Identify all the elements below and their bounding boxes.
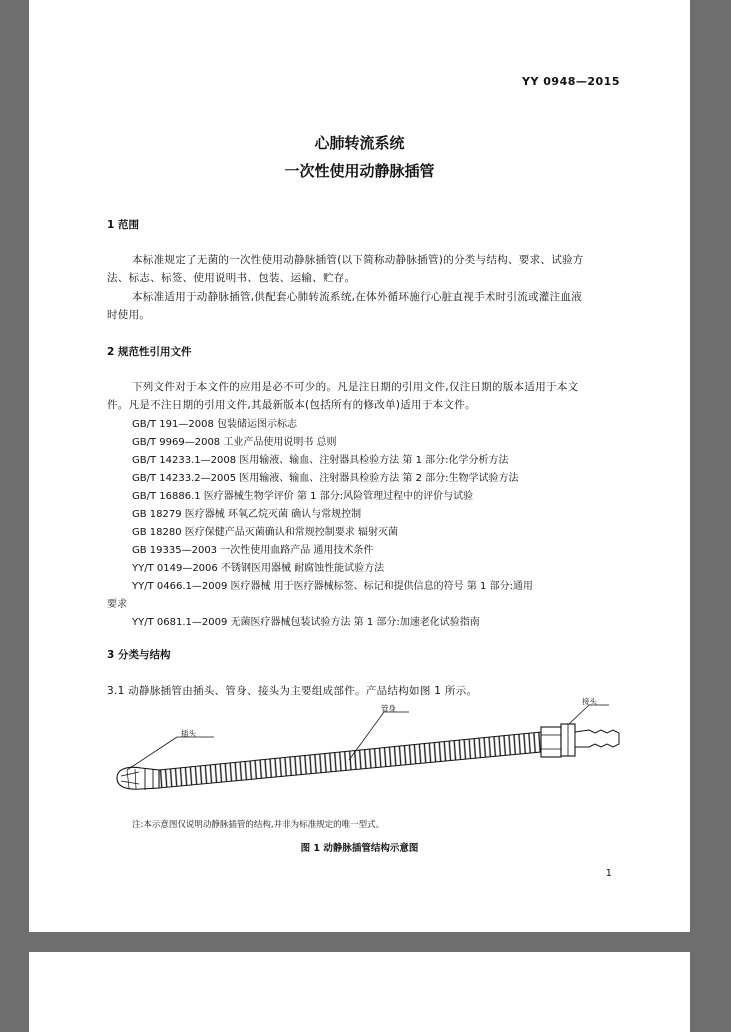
section-3-heading: 3 分类与结构 [107, 649, 171, 661]
figure-note: 注:本示意图仅说明动静脉插管的结构,并非为标准规定的唯一型式。 [132, 820, 385, 830]
section-2-intro-line2: 件。凡是不注日期的引用文件,其最新版本(包括所有的修改单)适用于本文件。 [107, 399, 476, 411]
title-line-1: 心肺转流系统 [314, 134, 405, 152]
reference-item: YY/T 0149—2006 不锈钢医用器械 耐腐蚀性能试验方法 [132, 563, 385, 574]
reference-item: GB/T 16886.1 医疗器械生物学评价 第 1 部分:风险管理过程中的评价与试验 [132, 491, 474, 502]
reference-item: GB 18280 医疗保健产品灭菌确认和常规控制要求 辐射灭菌 [132, 527, 398, 538]
reference-item: GB/T 14233.2—2005 医用输液、输血、注射器具检验方法 第 2 部分:生物学试验方法 [132, 473, 519, 484]
reference-item-continuation: 要求 [107, 599, 127, 610]
reference-item: YY/T 0681.1—2009 无菌医疗器械包装试验方法 第 1 部分:加速老化试验指南 [132, 617, 480, 628]
reference-item: GB 18279 医疗器械 环氧乙烷灭菌 确认与常规控制 [132, 509, 362, 520]
label-tip: 插头 [181, 729, 196, 738]
reference-item: GB/T 9969—2008 工业产品使用说明书 总则 [132, 437, 337, 448]
reference-item: GB/T 191—2008 包装储运图示标志 [132, 419, 297, 430]
standard-number: YY 0948—2015 [522, 75, 620, 88]
label-connector: 接头 [582, 697, 597, 706]
reference-item: GB/T 14233.1—2008 医用输液、输血、注射器具检验方法 第 1 部分:化学分析方法 [132, 455, 509, 466]
connector-clamp-shape [541, 727, 561, 757]
section-2-intro-line1: 下列文件对于本文件的应用是必不可少的。凡是注日期的引用文件,仅注日期的版本适用于本文 [132, 381, 579, 393]
section-1-p2-line1: 本标准适用于动静脉插管,供配套心肺转流系统,在体外循环施行心脏直视手术时引流或灌注血液 [132, 291, 583, 303]
page-number: 1 [605, 868, 612, 879]
cannula-diagram [29, 0, 690, 932]
next-page [29, 952, 690, 1032]
reference-item: GB 19335—2003 一次性使用血路产品 通用技术条件 [132, 545, 374, 556]
reference-item: YY/T 0466.1—2009 医疗器械 用于医疗器械标签、标记和提供信息的符号 第 1 部分:通用 [132, 581, 533, 592]
title-line-2: 一次性使用动静脉插管 [284, 162, 435, 180]
section-1-p1-line2: 法、标志、标签、使用说明书、包装、运输、贮存。 [107, 272, 356, 284]
connector-shape [575, 730, 619, 747]
figure-caption: 图 1 动静脉插管结构示意图 [300, 843, 419, 854]
section-3-1-text: 3.1 动静脉插管由插头、管身、接头为主要组成部件。产品结构如图 1 所示。 [107, 685, 478, 697]
document-page [29, 0, 690, 932]
label-tube-body: 管身 [381, 704, 396, 713]
section-2-heading: 2 规范性引用文件 [107, 346, 192, 358]
section-1-p1-line1: 本标准规定了无菌的一次性使用动静脉插管(以下简称动静脉插管)的分类与结构、要求、试验方 [132, 254, 584, 266]
section-1-p2-line2: 时使用。 [107, 309, 151, 321]
tube-body-shape [159, 732, 541, 788]
section-1-heading: 1 范围 [107, 219, 139, 231]
